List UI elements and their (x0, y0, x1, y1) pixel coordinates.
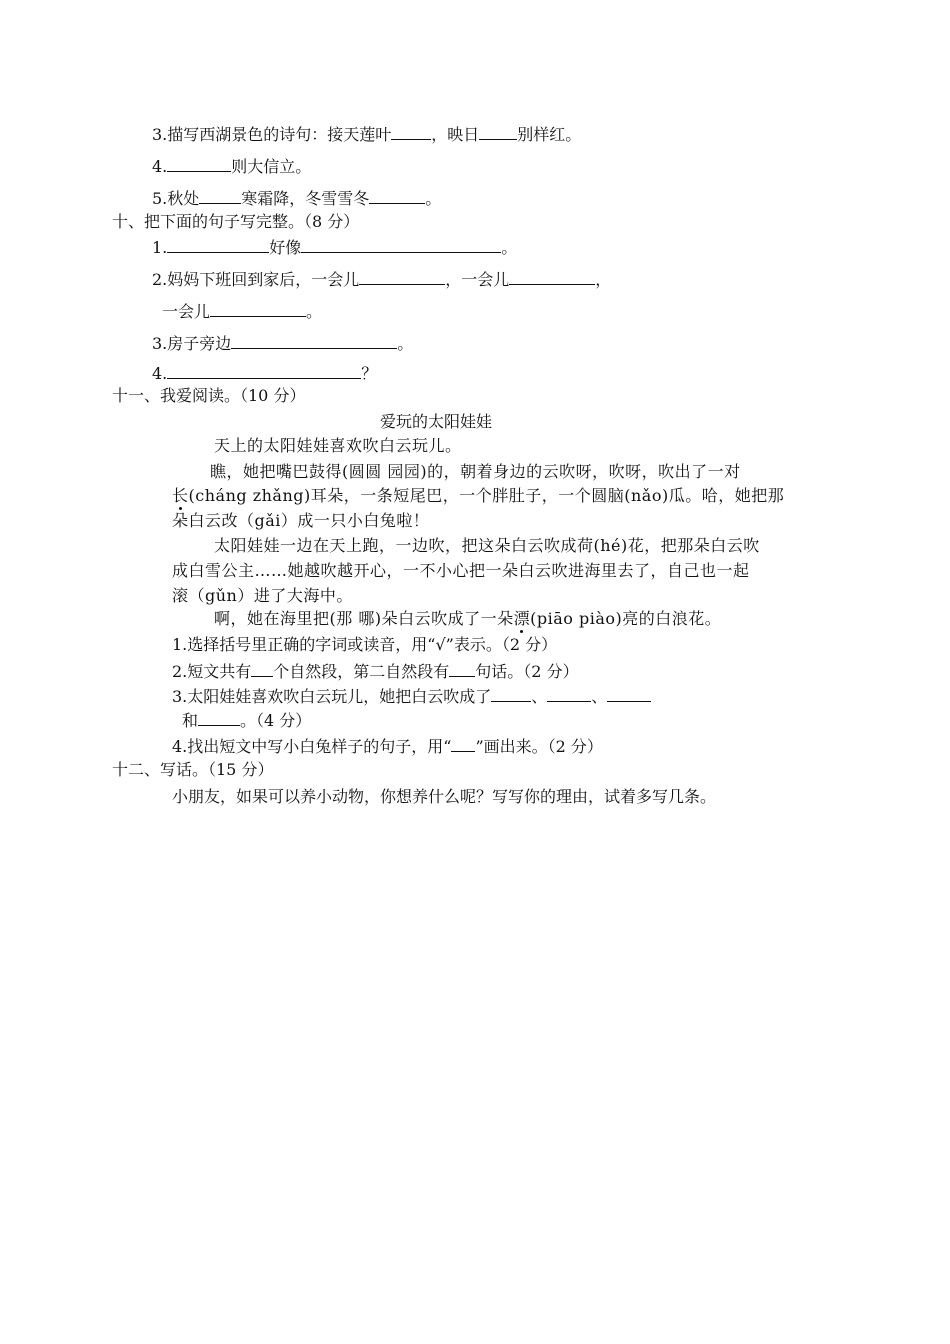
s9-q5: 5.秋处 寒霜降，冬雪雪冬 。 (152, 189, 442, 208)
s10-q3: 3.房子旁边 。 (152, 334, 414, 353)
answer-blank[interactable] (167, 155, 231, 172)
answer-blank[interactable] (199, 187, 241, 204)
section-12-heading: 十二、写话。（15 分） (112, 760, 274, 779)
answer-blank[interactable] (167, 236, 269, 253)
s10-q2-cont: 一会儿 。 (162, 302, 323, 321)
s11-q1: 1.选择括号里正确的字词或读音，用“√”表示。（2 分） (172, 635, 558, 654)
answer-blank[interactable] (547, 685, 591, 702)
s11-q4: 4.找出短文中写小白兔样子的句子，用“ ”画出来。（2 分） (172, 737, 603, 756)
passage-p3-line3: 滚（gǔn）进了大海中。 (172, 586, 353, 605)
s10-q2: 2.妈妈下班回到家后，一会儿 ，一会儿 ， (152, 270, 612, 289)
answer-blank[interactable] (509, 268, 595, 285)
answer-blank[interactable] (369, 187, 425, 204)
answer-blank[interactable] (301, 236, 501, 253)
answer-blank[interactable] (210, 300, 306, 317)
s11-q2: 2.短文共有 个自然段，第二自然段有 句话。（2 分） (172, 662, 579, 681)
passage-p2-line2: 长(cháng zhǎng)耳朵，一条短尾巴，一个胖肚子，一个圆脑(nǎo)瓜。哈，她把那 (172, 486, 785, 505)
passage-p3-line1: 太阳娃娃一边在天上跑，一边吹，把这朵白云吹成荷(hé)花，把那朵白云吹 (214, 536, 760, 555)
answer-blank[interactable] (231, 332, 397, 349)
writing-prompt: 小朋友，如果可以养小动物，你想养什么呢？写写你的理由，试着多写几条。 (172, 787, 717, 806)
s10-q4: 4. ？ (152, 364, 378, 383)
answer-blank[interactable] (359, 268, 445, 285)
answer-blank[interactable] (391, 123, 431, 140)
s9-q3: 3.描写西湖景色的诗句：接天莲叶 ，映日 别样红。 (152, 125, 582, 144)
answer-blank[interactable] (198, 709, 240, 726)
answer-blank[interactable] (607, 685, 651, 702)
s10-q1: 1. 好像 。 (152, 238, 518, 257)
passage-p2-line1: 瞧，她把嘴巴鼓得(圆圆 园园)的，朝着身边的云吹呀，吹呀，吹出了一对 (210, 462, 741, 481)
section-11-heading: 十一、我爱阅读。（10 分） (112, 386, 306, 405)
answer-blank[interactable] (167, 362, 361, 379)
passage-p2-line3: 朵白云改（gǎi）成一只小白兔啦！ (172, 511, 430, 530)
section-10-heading: 十、把下面的句子写完整。（8 分） (112, 212, 360, 231)
passage-title: 爱玩的太阳娃娃 (380, 412, 493, 431)
answer-blank[interactable] (479, 123, 517, 140)
answer-blank[interactable] (449, 660, 475, 677)
underline-sample (451, 735, 475, 752)
s9-q4: 4. 则大信立。 (152, 157, 312, 176)
answer-blank[interactable] (251, 660, 273, 677)
passage-p1: 天上的太阳娃娃喜欢吹白云玩儿。 (214, 436, 462, 455)
s11-q3-cont: 和 。（4 分） (182, 711, 312, 730)
answer-blank[interactable] (491, 685, 531, 702)
passage-p3-line2: 成白雪公主……她越吹越开心，一不小心把一朵白云吹进海里去了，自己也一起 (172, 561, 750, 580)
passage-p4: 啊，她在海里把(那 哪)朵白云吹成了一朵漂(piāo piào)亮的白浪花。 (214, 609, 722, 628)
s11-q3: 3.太阳娃娃喜欢吹白云玩儿，她把白云吹成了 、 、 (172, 685, 651, 708)
